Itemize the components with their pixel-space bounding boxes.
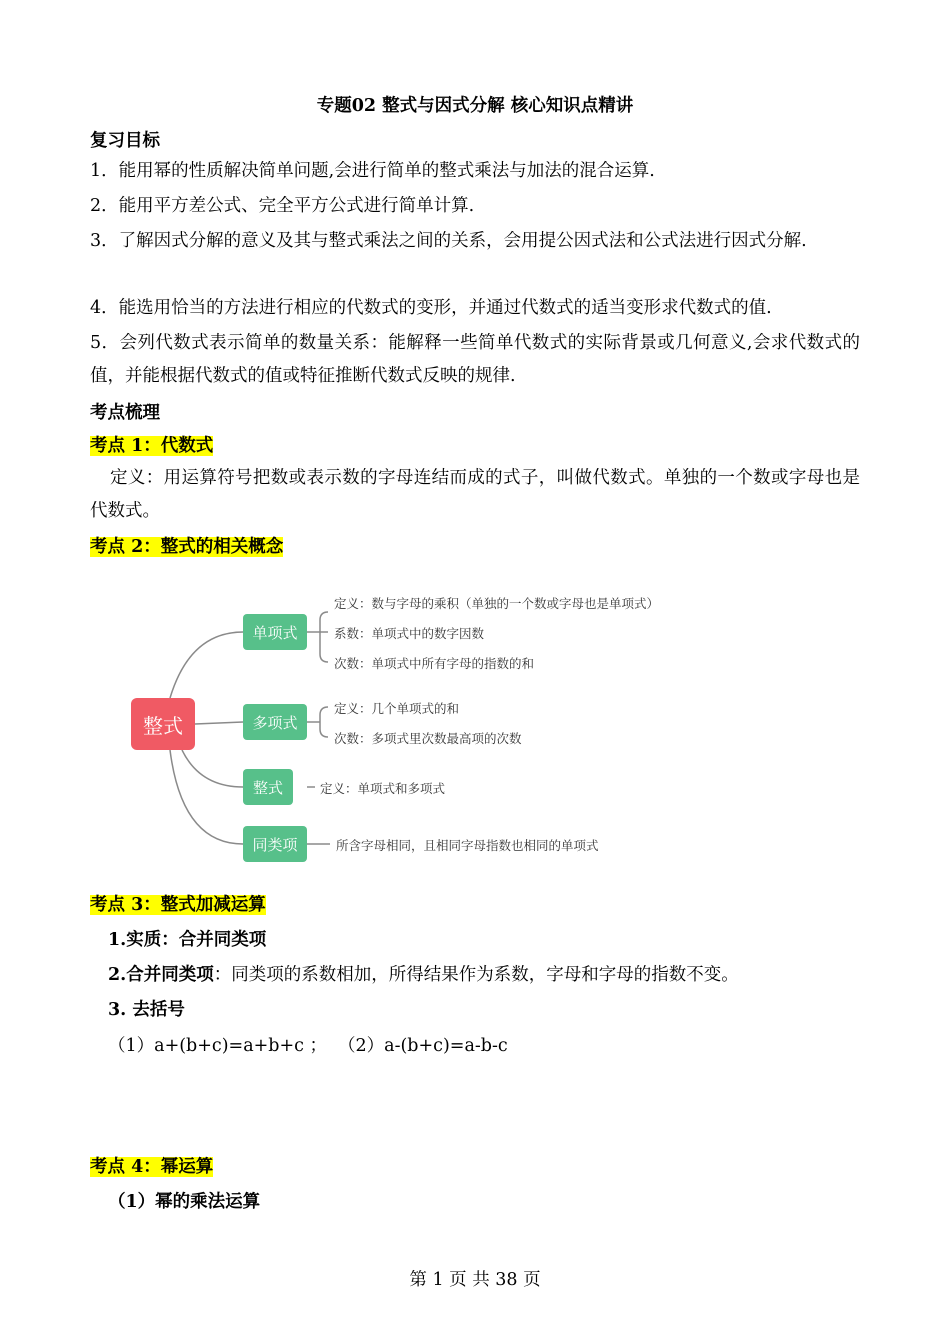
connector-root-integral xyxy=(182,750,243,787)
mindmap-leaf: 次数：单项式中所有字母的指数的和 xyxy=(334,656,535,671)
outline-heading: 考点梳理 xyxy=(90,403,160,423)
connector-root-like-terms xyxy=(170,750,243,844)
mindmap-leaf: 定义：几个单项式的和 xyxy=(334,701,460,716)
mindmap-leaf: 定义：单项式和多项式 xyxy=(320,781,446,796)
page-footer: 第 1 页 共 38 页 xyxy=(409,1270,541,1290)
mindmap-branch-like-terms: 同类项 xyxy=(243,826,307,862)
kp2-heading: 考点 2：整式的相关概念 xyxy=(90,537,284,557)
kp3-formula-1: （1）a+(b+c)=a+b+c ； xyxy=(108,1036,328,1056)
mindmap-leaf: 所含字母相同，且相同字母指数也相同的单项式 xyxy=(336,838,599,853)
kp3-heading: 考点 3：整式加减运算 xyxy=(90,895,266,915)
kp3-item-2 xyxy=(108,961,739,986)
connector-root-polynomial xyxy=(195,722,243,724)
mindmap-connectors xyxy=(120,580,680,860)
kp3-item-2-label: 2.合并同类项 xyxy=(108,965,214,985)
review-item-5: 5．会列代数式表示简单的数量关系：能解释一些简单代数式的实际背景或几何意义,会求代数式的值，并能根据代数式的值或特征推断代数式反映的规律. xyxy=(90,333,860,386)
kp3-formula-2: （2）a-(b+c)=a-b-c xyxy=(338,1036,508,1056)
kp3-item-3: 3. 去括号 xyxy=(108,1000,185,1020)
bracket-polynomial xyxy=(320,707,328,737)
mindmap-leaf: 系数：单项式中的数字因数 xyxy=(334,626,485,641)
kp3-item-2-text: ：同类项的系数相加，所得结果作为系数，字母和字母的指数不变。 xyxy=(213,965,739,985)
review-item-1: 1．能用幂的性质解决简单问题,会进行简单的整式乘法与加法的混合运算. xyxy=(90,161,655,181)
kp1-heading: 考点 1：代数式 xyxy=(90,436,214,456)
mindmap-leaf: 次数：多项式里次数最高项的次数 xyxy=(334,731,522,746)
bracket-monomial xyxy=(320,612,328,662)
review-item-3: 3．了解因式分解的意义及其与整式乘法之间的关系，会用提公因式法和公式法进行因式分解. xyxy=(90,231,807,251)
kp3-item-1: 1.实质：合并同类项 xyxy=(108,930,267,950)
mindmap-root: 整式 xyxy=(131,698,195,750)
mindmap-leaf: 定义：数与字母的乘积（单独的一个数或字母也是单项式） xyxy=(334,596,660,611)
review-heading: 复习目标 xyxy=(90,131,160,151)
review-item-4: 4．能选用恰当的方法进行相应的代数式的变形，并通过代数式的适当变形求代数式的值. xyxy=(90,298,772,318)
kp4-sub-1: （1）幂的乘法运算 xyxy=(108,1192,261,1212)
kp1-definition: 定义：用运算符号把数或表示数的字母连结而成的式子，叫做代数式。单独的一个数或字母也是代数式。 xyxy=(90,468,860,521)
page-title: 专题02 整式与因式分解 核心知识点精讲 xyxy=(316,96,634,116)
connector-root-monomial xyxy=(170,632,243,698)
mindmap-branch-polynomial: 多项式 xyxy=(243,704,307,740)
mindmap-branch-integral: 整式 xyxy=(243,769,293,805)
mindmap-branch-monomial: 单项式 xyxy=(243,614,307,650)
review-item-2: 2．能用平方差公式、完全平方公式进行简单计算. xyxy=(90,196,475,216)
mindmap-integral-expression xyxy=(120,580,680,860)
kp4-heading: 考点 4：幂运算 xyxy=(90,1157,214,1177)
